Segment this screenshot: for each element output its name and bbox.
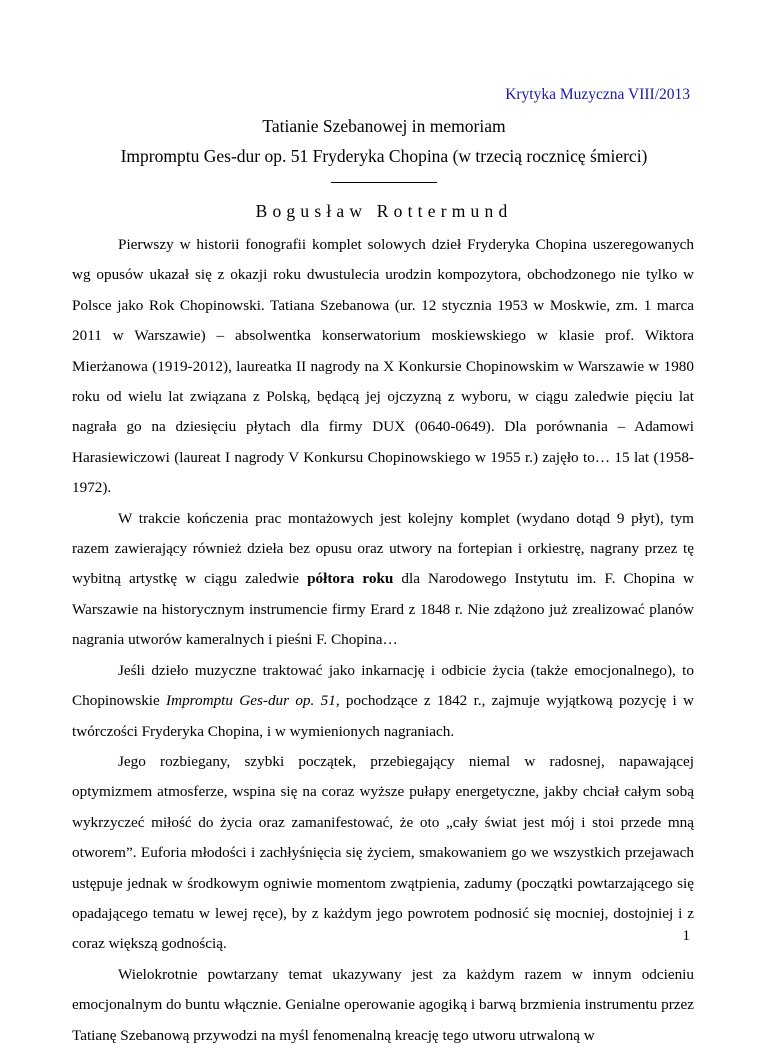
text-segment: W trakcie kończenia prac montażowych jest kolejny komplet (wydano dotąd 9 płyt), tym razem zawierający również dzieła bez opusu oraz utwory na fortepian i orkiestrę, nagrany przez tę wybitną artystkę w ciągu zaledwie [72, 509, 694, 588]
page-number: 1 [682, 928, 690, 944]
text-segment: dla Narodowego Instytutu im. F. Chopina w Warszawie na historycznym instrumencie firmy Erard z 1848 r. Nie zdążono już zrealizować planów nagrania utworów kameralnych i pieśni F. Chopina… [72, 570, 695, 649]
text-segment: , pochodzące z 1842 r., zajmuje wyjątkową pozycję i w twórczości Fryderyka Chopina, i w wymienionych nagraniach. [72, 692, 694, 740]
bold-text-segment: półtora roku [307, 570, 394, 588]
article-subtitle: Impromptu Ges-dur op. 51 Fryderyka Chopina (w trzecią rocznicę śmierci) [120, 146, 648, 166]
paragraph [72, 747, 694, 960]
article-body [72, 230, 694, 1051]
author-name: Bogusław Rottermund [255, 201, 513, 221]
text-segment: Jeśli dzieło muzyczne traktować jako inkarnację i odbicie życia (także emocjonalnego), to Chopinowskie [72, 661, 694, 710]
text-segment: Wielokrotnie powtarzany temat ukazywany jest za każdym razem w innym odcieniu emocjonalnym do buntu włącznie. Genialne operowanie agogiką i barwą brzmienia instrumentu przez Tatianę Szebanową przywodzi na myśl fenomenalną kreację tego utworu utrwaloną w [72, 965, 694, 1044]
paragraph [72, 230, 694, 504]
paragraph [72, 656, 694, 747]
article-title: Tatianie Szebanowej in memoriam [262, 116, 506, 136]
text-segment: Pierwszy w historii fonografii komplet solowych dzieł Fryderyka Chopina uszeregowanych wg opusów ukazał się z okazji roku dwustulecia urodzin kompozytora, obchodzonego nie tylko w Polsce jako Rok Chopinowski. Tatiana Szebanowa (ur. 12 stycznia 1953 w Moskwie, zm. 1 marca 2011 w Warszawie) – absolwentka konserwatorium moskiewskiego w klasie prof. Wiktora Mierżanowa (1919-2012), laureatka II nagrody na X Konkursie Chopinowskim w Warszawie w 1980 roku od wielu lat związana z Polską, będącą jej ojczyzną z wyboru, w ciągu zaledwie pięciu lat nagrała go na dziesięciu płytach dla firmy DUX (0640-0649). Dla porównania – Adamowi Harasiewiczowi (laureat I nagrody V Konkursu Chopinowskiego w 1955 r.) zajęło to… 15 lat (1958-1972). [72, 236, 694, 497]
paragraph [72, 960, 694, 1051]
journal-header: Krytyka Muzyczna VIII/2013 [505, 86, 690, 103]
text-segment: Jego rozbiegany, szybki początek, przebiegający niemal w radosnej, napawającej optymizmem atmosferze, wspina się na coraz wyższe pułapy energetyczne, jakby chciał całym sobą wykrzyczeć miłość do życia oraz zamanifestować, że oto „cały świat jest mój i stoi przede mną otworem”. Euforia młodości i zachłyśnięcia się życiem, smakowaniem go we wszystkich przejawach ustępuje jednak w środkowym ogniwie momentom zwątpienia, zadumy (początki powtarzającego się opadającego tematu w lewej ręce), by z każdym jego powrotem podnosić się mocniej, dostojniej i z coraz większą godnością. [72, 752, 694, 953]
paragraph [72, 504, 694, 656]
title-divider [331, 182, 437, 183]
italic-text-segment: Impromptu Ges-dur op. 51 [166, 692, 336, 710]
